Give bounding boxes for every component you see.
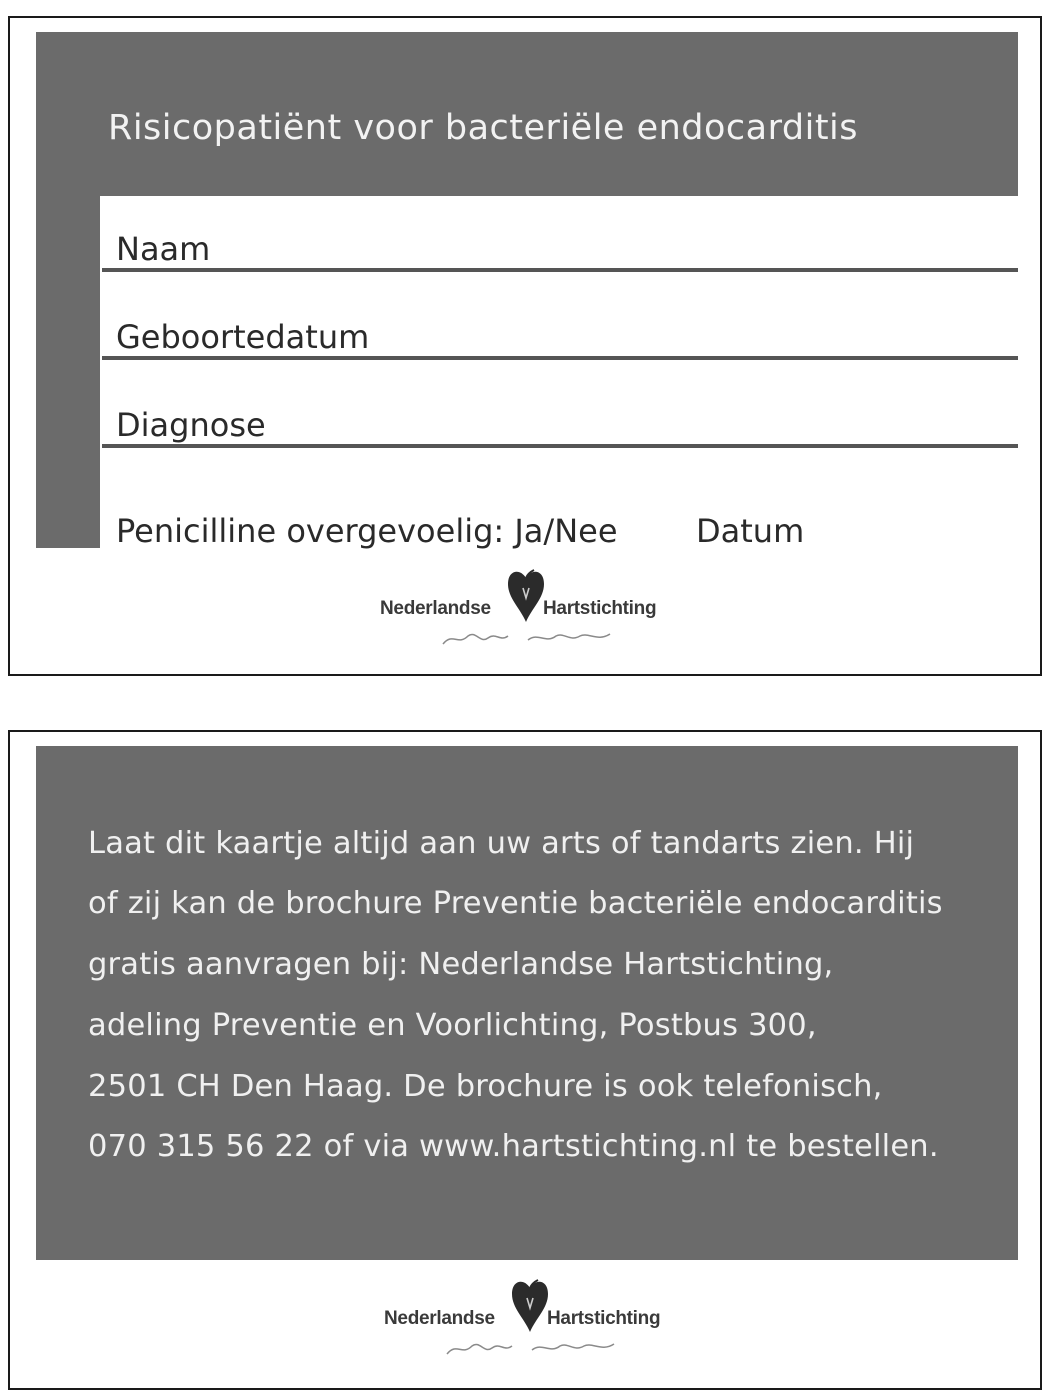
- card-title: Risicopatiënt voor bacteriële endocarditis: [108, 108, 859, 148]
- datum-label: Datum: [696, 512, 805, 550]
- logo-text-right: Hartstichting: [547, 1308, 661, 1329]
- logo-text-right: Hartstichting: [543, 598, 657, 619]
- left-bar: [36, 32, 100, 548]
- card-front: [8, 16, 1042, 676]
- field-label-naam: Naam: [116, 230, 211, 268]
- heart-icon: [506, 568, 546, 626]
- signature-mark: [442, 1334, 632, 1360]
- info-panel: [36, 746, 1018, 1260]
- info-line-2: of zij kan de brochure Preventie bacteriële endocarditis: [88, 886, 943, 921]
- logo-text-left: Nederlandse: [380, 598, 491, 619]
- field-line-diagnose: [102, 444, 1018, 448]
- info-line-3: gratis aanvragen bij: Nederlandse Hartstichting,: [88, 947, 834, 982]
- info-line-4: adeling Preventie en Voorlichting, Postbus 300,: [88, 1008, 817, 1043]
- field-line-naam: [102, 268, 1018, 272]
- field-line-geboortedatum: [102, 356, 1018, 360]
- field-label-geboortedatum: Geboortedatum: [116, 318, 370, 356]
- penicilline-label: Penicilline overgevoelig: Ja/Nee: [116, 512, 618, 550]
- hartstichting-logo: [380, 568, 690, 658]
- field-label-diagnose: Diagnose: [116, 406, 266, 444]
- info-line-6: 070 315 56 22 of via www.hartstichting.nl te bestellen.: [88, 1129, 939, 1164]
- card-back: [8, 730, 1042, 1390]
- logo-text-left: Nederlandse: [384, 1308, 495, 1329]
- hartstichting-logo-back: [384, 1278, 694, 1368]
- info-line-5: 2501 CH Den Haag. De brochure is ook telefonisch,: [88, 1069, 883, 1104]
- heart-icon: [510, 1278, 550, 1336]
- signature-mark: [438, 624, 628, 650]
- info-line-1: Laat dit kaartje altijd aan uw arts of tandarts zien. Hij: [88, 826, 915, 861]
